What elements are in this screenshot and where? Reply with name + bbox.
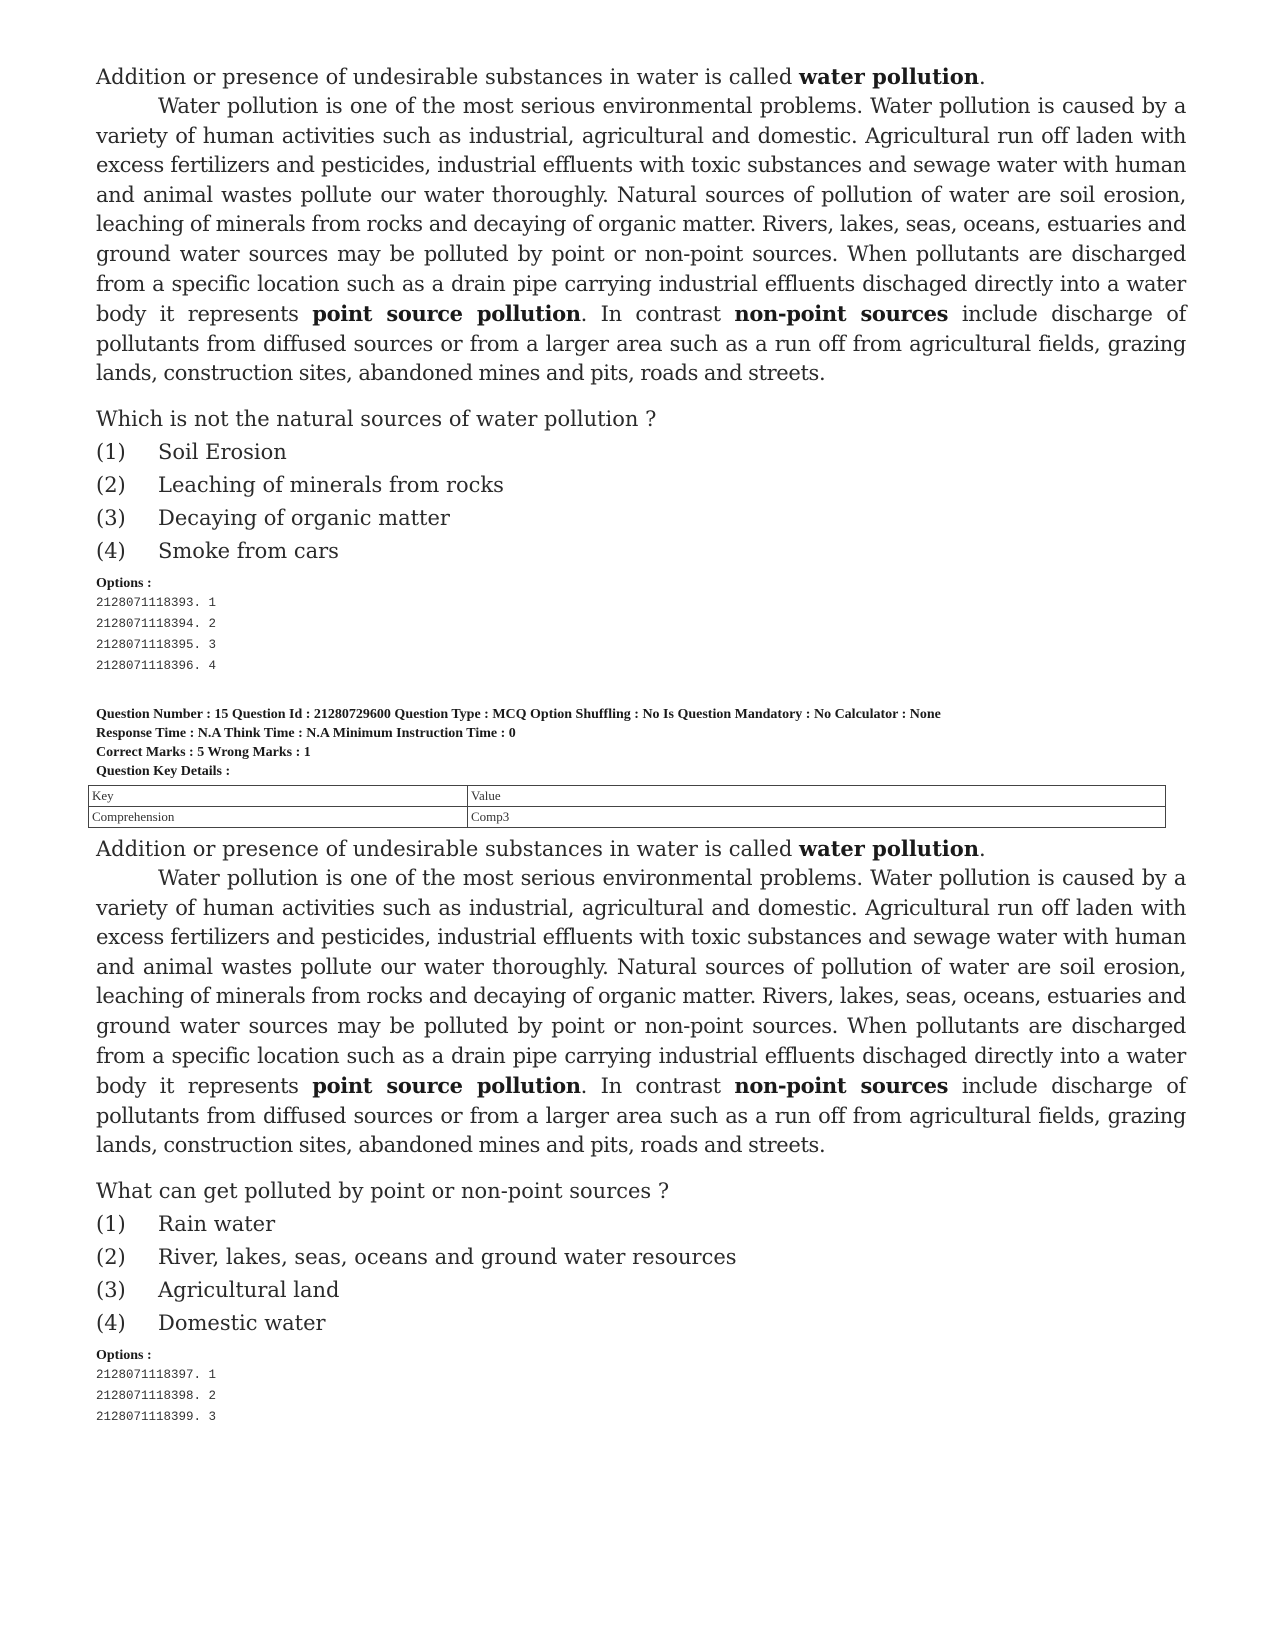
passage-text-a: Water pollution is one of the most serious environmental problems. Water pollution is caused by a variety of human activities such as industrial, agricultural and domestic. Agricultural run off laden with excess fertilizers and pesticides, industrial effluents with toxic substances and sewage water with human and animal wastes pollute our water thoroughly. Natural sources of pollution of water are soil erosion, leaching of minerals from rocks and decaying of organic matter. Rivers, lakes, seas, oceans, estuaries and ground water sources may be polluted by point or non-point sources. When pollutants are discharged from a specific location such as a drain pipe carrying industrial effluents dischaged directly into a water body it represents <box>96 865 1186 1099</box>
intro-text: Addition or presence of undesirable substances in water is called <box>96 836 800 861</box>
meta-line-marks: Correct Marks : 5 Wrong Marks : 1 <box>96 744 311 760</box>
option-number: (1) <box>96 439 126 464</box>
option-text: Decaying of organic matter <box>158 505 450 530</box>
answer-option[interactable] <box>96 1241 1186 1274</box>
option-number: (4) <box>96 1310 126 1335</box>
table-header-key: Key <box>89 785 468 806</box>
table-cell-value: Comp3 <box>468 806 1166 827</box>
intro-period: . <box>979 836 986 861</box>
option-number: (3) <box>96 1277 126 1302</box>
passage-text-c: include discharge of pollutants from diffused sources or from a larger area such as a run off from agricultural fields, grazing lands, construction sites, abandoned mines and pits, roads and streets. <box>96 302 1187 386</box>
passage-bold-term-2: non-point sources <box>734 301 949 327</box>
option-text: Smoke from cars <box>158 538 339 563</box>
answer-option[interactable] <box>96 1307 1186 1340</box>
table-cell-key: Comprehension <box>89 806 468 827</box>
intro-text: Addition or presence of undesirable substances in water is called <box>96 65 800 89</box>
answer-option[interactable] <box>96 1274 1186 1307</box>
passage-bold-term-1: point source pollution <box>312 1073 581 1099</box>
meta-line-question-info: Question Number : 15 Question Id : 21280729600 Question Type : MCQ Option Shuffling : No Is Question Mandatory : No Calculator : None <box>96 706 941 722</box>
options-label: Options : <box>96 575 152 591</box>
option-text: Leaching of minerals from rocks <box>158 472 504 497</box>
option-id: 2128071118398. 2 <box>96 1388 217 1403</box>
option-number: (1) <box>96 1211 126 1236</box>
answer-options-list <box>96 436 1186 568</box>
meta-line-key-details: Question Key Details : <box>96 763 231 779</box>
option-text: Rain water <box>158 1211 276 1236</box>
answer-option[interactable] <box>96 502 1186 535</box>
option-id: 2128071118394. 2 <box>96 616 217 631</box>
question-text: What can get polluted by point or non-point sources ? <box>96 1178 670 1203</box>
answer-option[interactable] <box>96 535 1186 568</box>
answer-option[interactable] <box>96 436 1186 469</box>
question-page <box>92 62 1187 1428</box>
option-text: Domestic water <box>158 1310 326 1335</box>
option-id: 2128071118396. 4 <box>96 658 217 673</box>
passage-bold-term-1: point source pollution <box>312 301 581 327</box>
option-id: 2128071118399. 3 <box>96 1409 217 1424</box>
option-number: (3) <box>96 505 126 530</box>
option-id: 2128071118395. 3 <box>96 637 217 652</box>
option-id: 2128071118393. 1 <box>96 595 217 610</box>
passage-paragraph <box>96 92 1186 389</box>
intro-bold-term: water pollution <box>799 64 980 89</box>
options-label: Options : <box>96 1347 152 1363</box>
answer-option[interactable] <box>96 1208 1186 1241</box>
comprehension-block-1 <box>96 62 1186 677</box>
intro-sentence <box>96 834 1186 864</box>
option-ids <box>96 593 1186 677</box>
option-number: (2) <box>96 1244 126 1269</box>
answer-options-list <box>96 1208 1186 1340</box>
passage-bold-term-2: non-point sources <box>734 1073 949 1099</box>
answer-option[interactable] <box>96 469 1186 502</box>
intro-sentence <box>96 62 1186 92</box>
meta-line-timing: Response Time : N.A Think Time : N.A Minimum Instruction Time : 0 <box>96 725 516 741</box>
option-number: (2) <box>96 472 126 497</box>
option-text: Agricultural land <box>158 1277 340 1302</box>
passage-paragraph <box>96 864 1186 1161</box>
intro-bold-term: water pollution <box>799 835 980 861</box>
passage-text-b: . In contrast <box>580 302 735 327</box>
key-details-table <box>88 785 1166 828</box>
passage-text-b: . In contrast <box>580 1074 735 1099</box>
table-row <box>89 806 1166 827</box>
passage-text-a: Water pollution is one of the most serious environmental problems. Water pollution is caused by a variety of human activities such as industrial, agricultural and domestic. Agricultural run off laden with excess fertilizers and pesticides, industrial effluents with toxic substances and sewage water with human and animal wastes pollute our water thoroughly. Natural sources of pollution of water are soil erosion, leaching of minerals from rocks and decaying of organic matter. Rivers, lakes, seas, oceans, estuaries and ground water sources may be polluted by point or non-point sources. When pollutants are discharged from a specific location such as a drain pipe carrying industrial effluents dischaged directly into a water body it represents <box>96 94 1186 327</box>
question-text: Which is not the natural sources of water pollution ? <box>96 406 657 431</box>
table-header-value: Value <box>468 785 1166 806</box>
option-text: Soil Erosion <box>158 439 287 464</box>
table-header-row <box>89 785 1166 806</box>
option-ids <box>96 1365 1186 1428</box>
question-meta <box>92 705 1186 828</box>
intro-period: . <box>979 65 986 89</box>
option-number: (4) <box>96 538 126 563</box>
option-id: 2128071118397. 1 <box>96 1367 217 1382</box>
passage-text-c: include discharge of pollutants from diffused sources or from a larger area such as a run off from agricultural fields, grazing lands, construction sites, abandoned mines and pits, roads and streets. <box>96 1074 1187 1158</box>
option-text: River, lakes, seas, oceans and ground water resources <box>158 1244 737 1269</box>
comprehension-block-2 <box>96 834 1186 1428</box>
